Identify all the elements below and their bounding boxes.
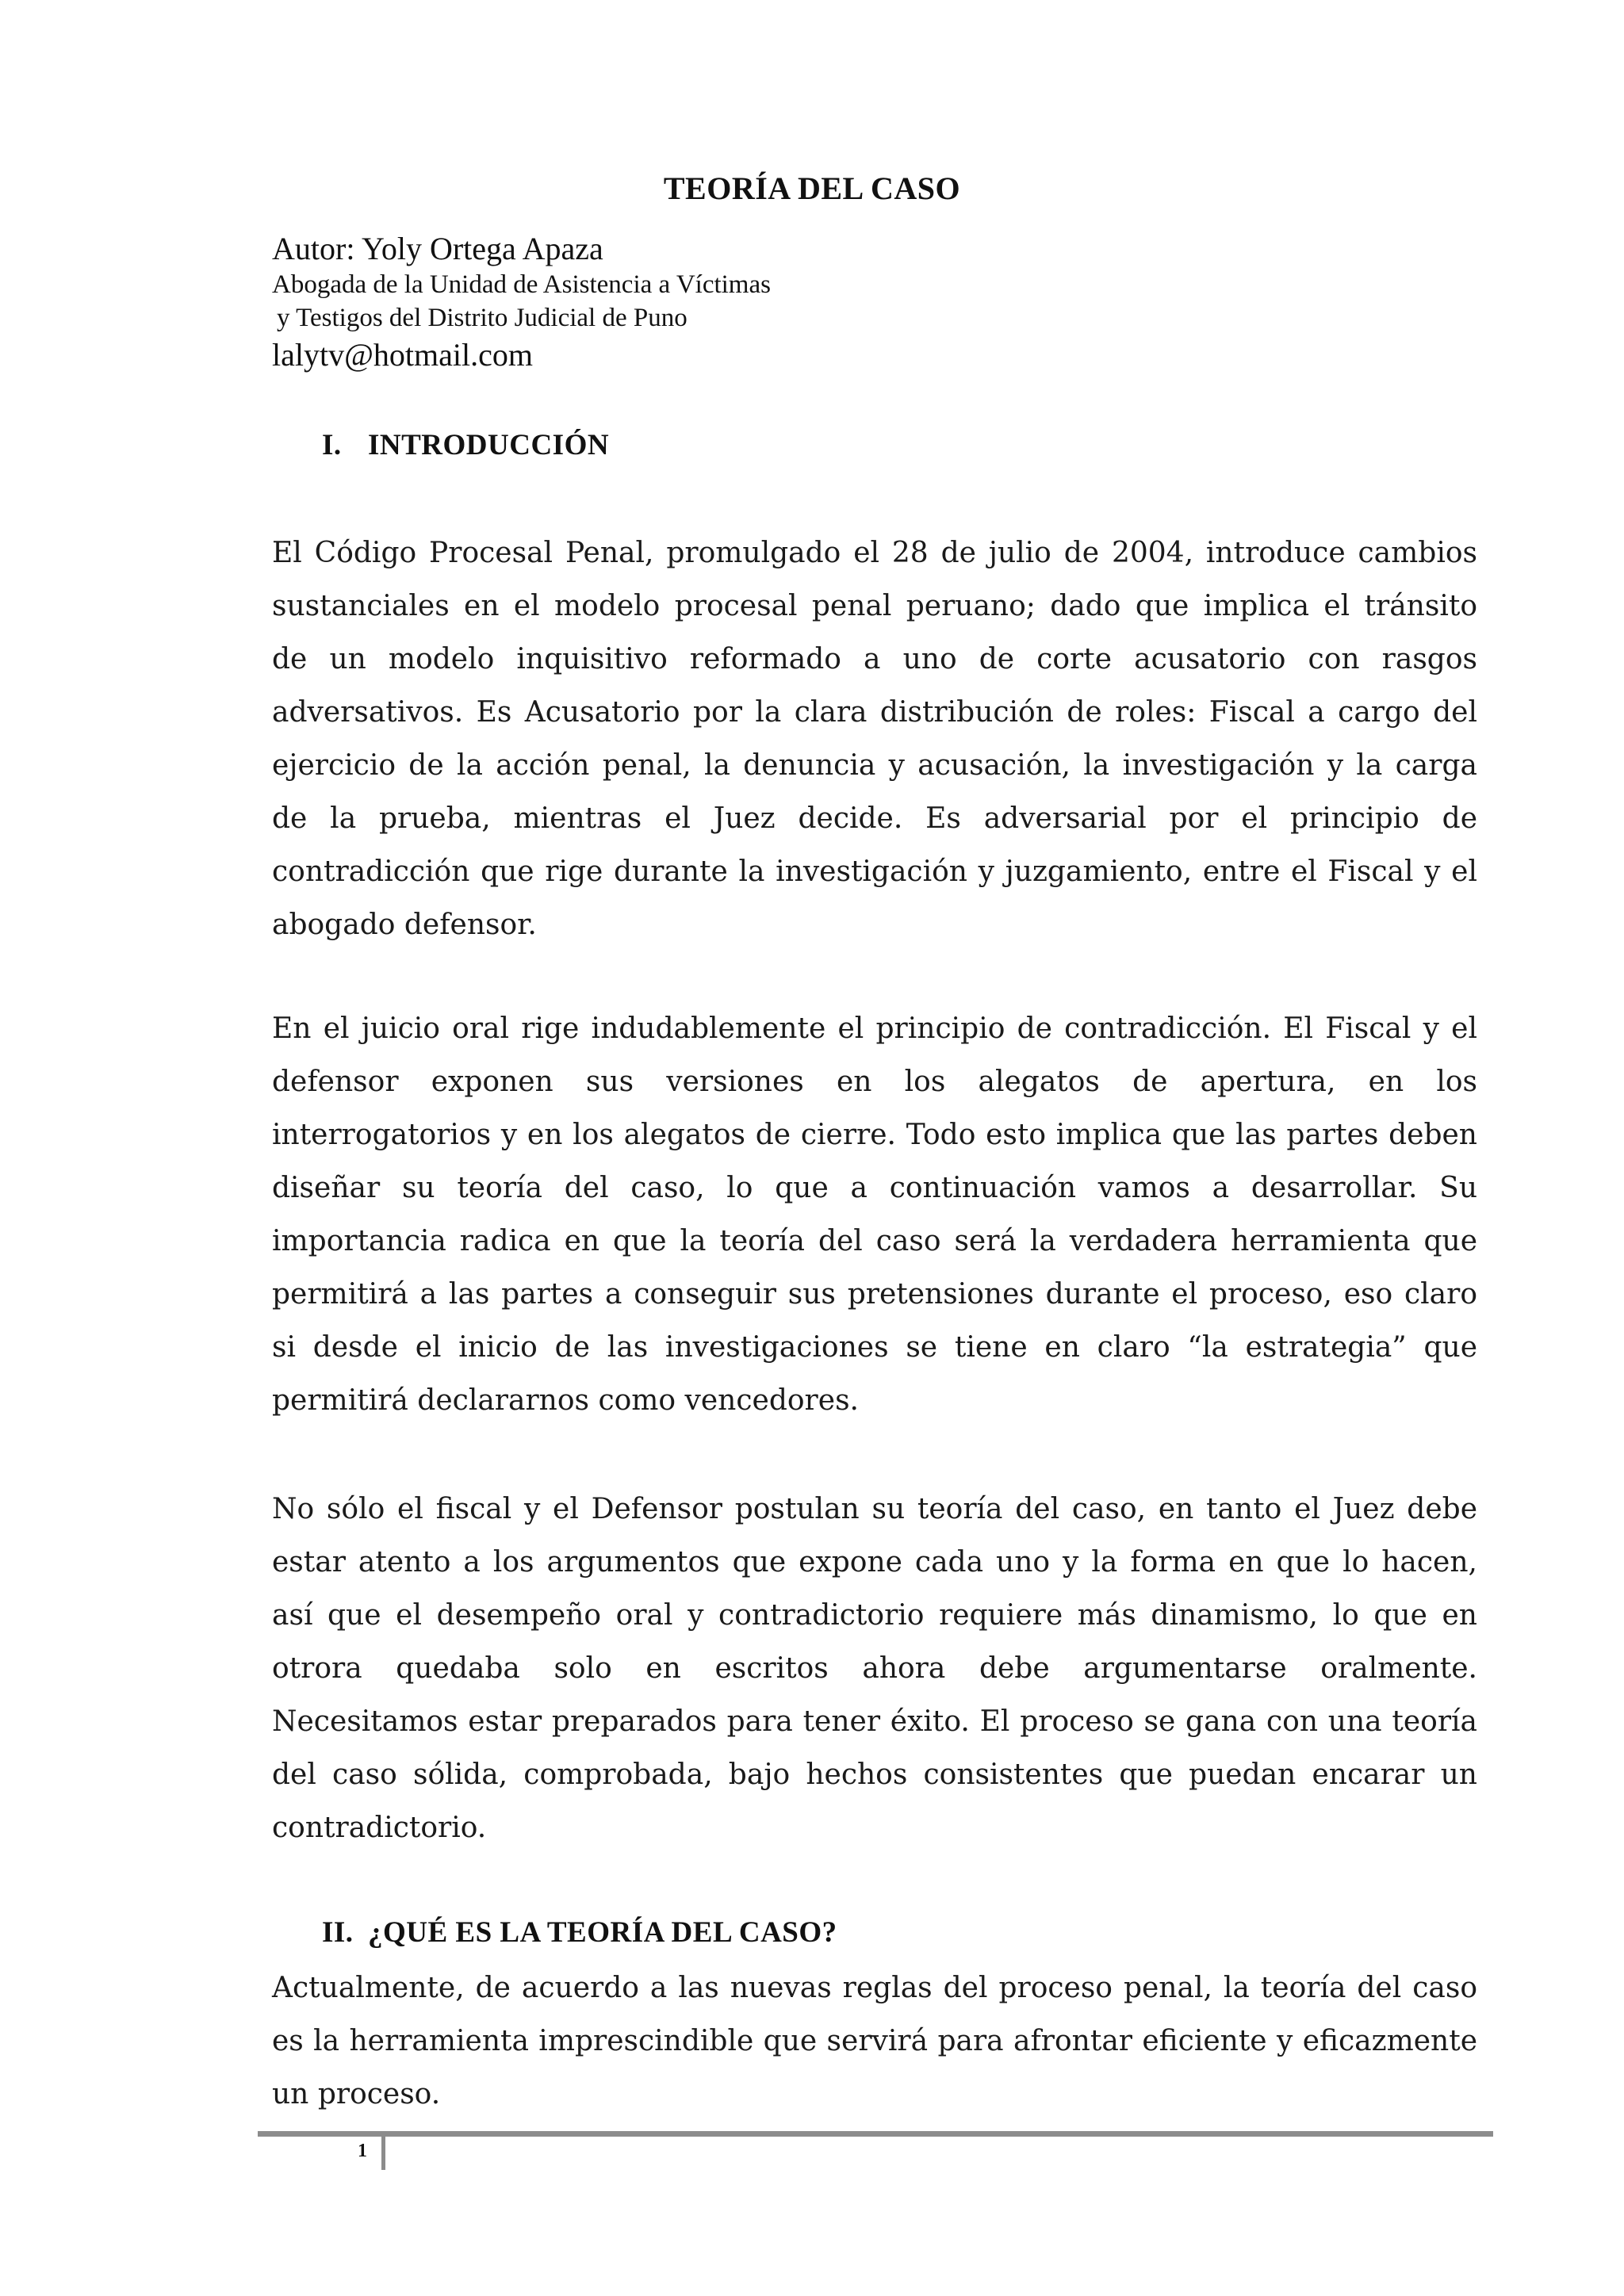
section-title: INTRODUCCIÓN [368,429,610,461]
paragraph-1 [272,526,1477,951]
paragraph-line: contradictorio. [272,1812,487,1844]
paragraph-line: sustanciales en el modelo procesal penal peruano; dado que implica el tránsito [272,590,1477,622]
paragraph-line: permitirá declararnos como vencedores. [272,1384,859,1417]
paragraph-line: diseñar su teoría del caso, lo que a continuación vamos a desarrollar. Su [272,1172,1477,1204]
paragraph-line: estar atento a los argumentos que expone cada uno y la forma en que lo hacen, [272,1546,1477,1578]
paragraph-line: ejercicio de la acción penal, la denuncia y acusación, la investigación y la carga [272,749,1477,782]
author-block [272,230,771,376]
paragraph-line: de un modelo inquisitivo reformado a uno de corte acusatorio con rasgos [272,643,1477,675]
paragraph-line: El Código Procesal Penal, promulgado el 28 de julio de 2004, introduce cambios [272,537,1477,569]
paragraph-2 [272,1002,1477,1427]
author-role-line-1: Abogada de la Unidad de Asistencia a Víctimas [272,270,771,299]
paragraph-3 [272,1483,1477,1854]
paragraph-4 [272,1961,1477,2121]
footer-divider [381,2133,385,2170]
paragraph-line: del caso sólida, comprobada, bajo hechos consistentes que puedan encarar un [272,1758,1477,1791]
page-number: 1 [358,2141,367,2161]
paragraph-line: importancia radica en que la teoría del caso será la verdadera herramienta que [272,1225,1477,1257]
section-title: ¿QUÉ ES LA TEORÍA DEL CASO? [368,1916,837,1949]
paragraph-line: En el juicio oral rige indudablemente el principio de contradicción. El Fiscal y el [272,1012,1477,1045]
author-role-line-2: y Testigos del Distrito Judicial de Puno [277,304,688,332]
paragraph-line: si desde el inicio de las investigaciones se tiene en claro “la estrategia” que [272,1331,1477,1364]
paragraph-line: de la prueba, mientras el Juez decide. Es adversarial por el principio de [272,802,1477,835]
paragraph-line: abogado defensor. [272,909,537,941]
paragraph-line: Necesitamos estar preparados para tener éxito. El proceso se gana con una teoría [272,1705,1477,1738]
paragraph-line: No sólo el fiscal y el Defensor postulan su teoría del caso, en tanto el Juez debe [272,1493,1477,1525]
author-name: Autor: Yoly Ortega Apaza [272,231,603,266]
paragraph-line: contradicción que rige durante la investigación y juzgamiento, entre el Fiscal y el [272,855,1477,888]
document-title: TEORÍA DEL CASO [663,170,961,206]
paragraph-line: así que el desempeño oral y contradictorio requiere más dinamismo, lo que en [272,1599,1477,1632]
paragraph-line: interrogatorios y en los alegatos de cierre. Todo esto implica que las partes deben [272,1119,1477,1151]
footer-rule [258,2131,1493,2137]
paragraph-line: Actualmente, de acuerdo a las nuevas reglas del proceso penal, la teoría del caso [272,1972,1477,2004]
section-number: II. [322,1916,354,1949]
paragraph-line: adversativos. Es Acusatorio por la clara distribución de roles: Fiscal a cargo del [272,696,1477,729]
paragraph-line: permitirá a las partes a conseguir sus pretensiones durante el proceso, eso claro [272,1278,1477,1311]
paragraph-line: otrora quedaba solo en escritos ahora debe argumentarse oralmente. [272,1652,1477,1685]
paragraph-line: un proceso. [272,2078,441,2110]
section-heading-que-es-la-teoria [322,1915,837,1950]
section-number: I. [322,429,342,461]
paragraph-line: es la herramienta imprescindible que servirá para afrontar eficiente y eficazmente [272,2025,1477,2057]
section-heading-introduccion [322,428,609,462]
author-email: lalytv@hotmail.com [272,337,534,373]
paragraph-line: defensor exponen sus versiones en los alegatos de apertura, en los [272,1066,1477,1098]
